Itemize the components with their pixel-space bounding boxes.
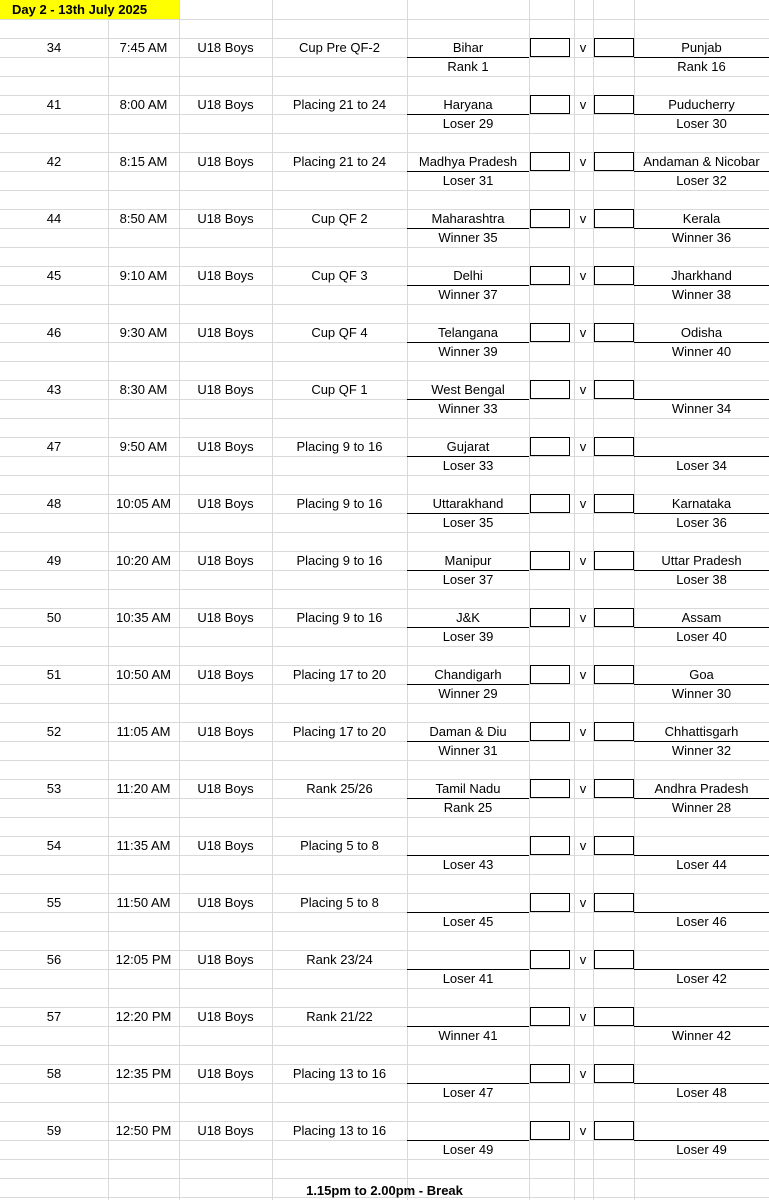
grid-line-horizontal bbox=[0, 19, 769, 20]
day-title: Day 2 - 13th July 2025 bbox=[0, 0, 179, 19]
team-b-name bbox=[634, 950, 769, 969]
versus-label: v bbox=[579, 154, 587, 169]
grid-line-horizontal bbox=[0, 817, 769, 818]
team-a-name: Daman & Diu bbox=[429, 724, 507, 739]
team-a-name: Telangana bbox=[438, 325, 498, 340]
team-b-score-box[interactable] bbox=[594, 323, 634, 342]
versus-label: v bbox=[579, 895, 587, 910]
match-number: 44 bbox=[46, 211, 62, 226]
team-a-score-box[interactable] bbox=[530, 1064, 570, 1083]
match-stage: Cup QF 1 bbox=[311, 382, 368, 397]
versus-label: v bbox=[579, 724, 587, 739]
match-time: 8:30 AM bbox=[119, 382, 168, 397]
team-a-source: Rank 1 bbox=[447, 59, 489, 74]
team-b-name: Punjab bbox=[681, 40, 722, 55]
team-b-underline bbox=[634, 912, 769, 913]
match-number: 56 bbox=[46, 952, 62, 967]
team-a-score-box[interactable] bbox=[530, 893, 570, 912]
team-a-underline bbox=[407, 114, 529, 115]
team-b-score-box[interactable] bbox=[594, 152, 634, 171]
match-stage: Placing 5 to 8 bbox=[300, 895, 379, 910]
team-a-score-box[interactable] bbox=[530, 608, 570, 627]
team-a-underline bbox=[407, 741, 529, 742]
match-number: 59 bbox=[46, 1123, 62, 1138]
grid-line-horizontal bbox=[0, 1178, 769, 1179]
team-a-underline bbox=[407, 57, 529, 58]
match-category: U18 Boys bbox=[197, 553, 254, 568]
team-b-name bbox=[634, 437, 769, 456]
match-category: U18 Boys bbox=[197, 781, 254, 796]
grid-line-horizontal bbox=[0, 247, 769, 248]
team-b-score-box[interactable] bbox=[594, 665, 634, 684]
team-a-score-box[interactable] bbox=[530, 95, 570, 114]
team-a-source: Loser 47 bbox=[442, 1085, 494, 1100]
match-number: 49 bbox=[46, 553, 62, 568]
team-a-name: J&K bbox=[456, 610, 480, 625]
match-stage: Cup QF 2 bbox=[311, 211, 368, 226]
match-time: 12:50 PM bbox=[115, 1123, 172, 1138]
team-a-score-box[interactable] bbox=[530, 1007, 570, 1026]
match-category: U18 Boys bbox=[197, 952, 254, 967]
team-a-score-box[interactable] bbox=[530, 266, 570, 285]
grid-line-horizontal bbox=[0, 1045, 769, 1046]
team-b-underline bbox=[634, 456, 769, 457]
team-b-source: Loser 44 bbox=[676, 857, 727, 872]
team-a-name: Bihar bbox=[452, 40, 484, 55]
team-b-score-box[interactable] bbox=[594, 494, 634, 513]
team-a-name: Gujarat bbox=[446, 439, 490, 454]
team-a-name: Tamil Nadu bbox=[435, 781, 501, 796]
team-a-source: Loser 29 bbox=[442, 116, 494, 131]
team-a-score-box[interactable] bbox=[530, 323, 570, 342]
team-b-source: Loser 40 bbox=[676, 629, 727, 644]
team-a-source: Winner 39 bbox=[438, 344, 498, 359]
team-a-underline bbox=[407, 969, 529, 970]
team-b-source: Winner 28 bbox=[671, 800, 732, 815]
match-category: U18 Boys bbox=[197, 1066, 254, 1081]
team-b-source: Loser 49 bbox=[676, 1142, 727, 1157]
versus-label: v bbox=[579, 781, 587, 796]
match-time: 10:35 AM bbox=[116, 610, 171, 625]
team-a-score-box[interactable] bbox=[530, 380, 570, 399]
match-stage: Placing 13 to 16 bbox=[292, 1123, 387, 1138]
grid-line-horizontal bbox=[0, 874, 769, 875]
team-a-source: Loser 31 bbox=[442, 173, 494, 188]
match-stage: Placing 9 to 16 bbox=[296, 553, 383, 568]
team-b-score-box[interactable] bbox=[594, 893, 634, 912]
team-a-source: Winner 29 bbox=[438, 686, 498, 701]
team-a-underline bbox=[407, 1140, 529, 1141]
team-b-name: Odisha bbox=[680, 325, 723, 340]
match-stage: Placing 17 to 20 bbox=[292, 667, 387, 682]
team-a-underline bbox=[407, 513, 529, 514]
grid-line-horizontal bbox=[0, 304, 769, 305]
team-a-underline bbox=[407, 798, 529, 799]
team-b-source: Winner 30 bbox=[671, 686, 732, 701]
team-b-source: Winner 32 bbox=[671, 743, 732, 758]
team-b-name: Kerala bbox=[682, 211, 721, 226]
team-a-name: Haryana bbox=[443, 97, 493, 112]
team-a-underline bbox=[407, 855, 529, 856]
match-time: 11:05 AM bbox=[116, 724, 171, 739]
team-b-underline bbox=[634, 1083, 769, 1084]
team-b-score-box[interactable] bbox=[594, 722, 634, 741]
team-a-name bbox=[407, 950, 529, 969]
match-stage: Placing 21 to 24 bbox=[292, 154, 387, 169]
team-a-name: Maharashtra bbox=[431, 211, 505, 226]
match-number: 52 bbox=[46, 724, 62, 739]
match-number: 53 bbox=[46, 781, 62, 796]
team-a-source: Loser 39 bbox=[442, 629, 494, 644]
team-a-underline bbox=[407, 570, 529, 571]
match-category: U18 Boys bbox=[197, 211, 254, 226]
team-b-name: Chhattisgarh bbox=[664, 724, 739, 739]
grid-line-horizontal bbox=[0, 646, 769, 647]
match-number: 55 bbox=[46, 895, 62, 910]
team-a-source: Winner 41 bbox=[438, 1028, 498, 1043]
match-number: 34 bbox=[46, 40, 62, 55]
team-b-underline bbox=[634, 342, 769, 343]
team-b-score-box[interactable] bbox=[594, 38, 634, 57]
team-a-name: Delhi bbox=[453, 268, 483, 283]
match-time: 11:50 AM bbox=[116, 895, 171, 910]
team-a-name bbox=[407, 1121, 529, 1140]
team-a-source: Loser 41 bbox=[442, 971, 494, 986]
match-category: U18 Boys bbox=[197, 97, 254, 112]
team-b-underline bbox=[634, 114, 769, 115]
team-b-underline bbox=[634, 57, 769, 58]
match-number: 58 bbox=[46, 1066, 62, 1081]
versus-label: v bbox=[579, 610, 587, 625]
versus-label: v bbox=[579, 1009, 587, 1024]
grid-line-horizontal bbox=[0, 133, 769, 134]
team-a-score-box[interactable] bbox=[530, 152, 570, 171]
team-a-underline bbox=[407, 285, 529, 286]
match-time: 10:20 AM bbox=[116, 553, 171, 568]
versus-label: v bbox=[579, 496, 587, 511]
team-a-underline bbox=[407, 399, 529, 400]
match-time: 12:05 PM bbox=[115, 952, 172, 967]
team-b-source: Loser 36 bbox=[676, 515, 727, 530]
team-b-score-box[interactable] bbox=[594, 836, 634, 855]
team-b-underline bbox=[634, 285, 769, 286]
match-stage: Placing 13 to 16 bbox=[292, 1066, 387, 1081]
versus-label: v bbox=[579, 1123, 587, 1138]
team-b-name: Jharkhand bbox=[671, 268, 732, 283]
team-b-underline bbox=[634, 1026, 769, 1027]
match-time: 8:00 AM bbox=[119, 97, 168, 112]
team-b-score-box[interactable] bbox=[594, 380, 634, 399]
match-time: 9:10 AM bbox=[119, 268, 168, 283]
match-time: 8:15 AM bbox=[119, 154, 168, 169]
team-b-source: Loser 34 bbox=[676, 458, 727, 473]
match-stage: Cup QF 3 bbox=[311, 268, 368, 283]
team-a-source: Rank 25 bbox=[443, 800, 493, 815]
versus-label: v bbox=[579, 40, 587, 55]
match-number: 46 bbox=[46, 325, 62, 340]
team-b-name: Assam bbox=[681, 610, 722, 625]
team-a-underline bbox=[407, 342, 529, 343]
match-category: U18 Boys bbox=[197, 838, 254, 853]
team-b-score-box[interactable] bbox=[594, 95, 634, 114]
team-a-source: Winner 33 bbox=[438, 401, 498, 416]
versus-label: v bbox=[579, 952, 587, 967]
match-time: 9:30 AM bbox=[119, 325, 168, 340]
team-a-name bbox=[407, 893, 529, 912]
team-b-name: Puducherry bbox=[668, 97, 735, 112]
match-stage: Rank 25/26 bbox=[306, 781, 373, 796]
team-b-underline bbox=[634, 513, 769, 514]
team-b-underline bbox=[634, 399, 769, 400]
team-a-source: Loser 45 bbox=[442, 914, 494, 929]
match-stage: Rank 21/22 bbox=[306, 1009, 373, 1024]
match-number: 47 bbox=[46, 439, 62, 454]
match-stage: Placing 5 to 8 bbox=[300, 838, 379, 853]
team-a-underline bbox=[407, 228, 529, 229]
team-b-underline bbox=[634, 1140, 769, 1141]
team-b-source: Loser 46 bbox=[676, 914, 727, 929]
team-a-score-box[interactable] bbox=[530, 38, 570, 57]
team-a-score-box[interactable] bbox=[530, 665, 570, 684]
match-stage: Cup Pre QF-2 bbox=[299, 40, 380, 55]
match-category: U18 Boys bbox=[197, 496, 254, 511]
versus-label: v bbox=[579, 439, 587, 454]
team-b-source: Winner 36 bbox=[671, 230, 732, 245]
team-a-source: Loser 33 bbox=[442, 458, 494, 473]
team-b-name bbox=[634, 893, 769, 912]
team-a-name bbox=[407, 1007, 529, 1026]
break-note: 1.15pm to 2.00pm - Break bbox=[306, 1183, 463, 1198]
team-a-name: Uttarakhand bbox=[432, 496, 504, 511]
team-b-score-box[interactable] bbox=[594, 1064, 634, 1083]
match-stage: Placing 9 to 16 bbox=[296, 610, 383, 625]
match-time: 10:05 AM bbox=[116, 496, 171, 511]
team-a-source: Loser 37 bbox=[442, 572, 494, 587]
team-b-source: Rank 16 bbox=[677, 59, 726, 74]
versus-label: v bbox=[579, 667, 587, 682]
team-a-score-box[interactable] bbox=[530, 494, 570, 513]
match-category: U18 Boys bbox=[197, 667, 254, 682]
grid-line-horizontal bbox=[0, 418, 769, 419]
team-a-name: Manipur bbox=[444, 553, 492, 568]
versus-label: v bbox=[579, 97, 587, 112]
match-category: U18 Boys bbox=[197, 40, 254, 55]
team-a-score-box[interactable] bbox=[530, 209, 570, 228]
match-time: 12:35 PM bbox=[115, 1066, 172, 1081]
match-stage: Rank 23/24 bbox=[306, 952, 373, 967]
team-b-score-box[interactable] bbox=[594, 608, 634, 627]
grid-line-horizontal bbox=[0, 532, 769, 533]
team-b-source: Winner 34 bbox=[671, 401, 732, 416]
team-a-source: Loser 35 bbox=[442, 515, 494, 530]
versus-label: v bbox=[579, 268, 587, 283]
team-a-score-box[interactable] bbox=[530, 551, 570, 570]
team-b-score-box[interactable] bbox=[594, 551, 634, 570]
match-category: U18 Boys bbox=[197, 439, 254, 454]
team-b-source: Winner 42 bbox=[671, 1028, 732, 1043]
team-b-name: Goa bbox=[689, 667, 714, 682]
team-b-name: Andhra Pradesh bbox=[654, 781, 749, 796]
team-b-name bbox=[634, 1064, 769, 1083]
match-number: 48 bbox=[46, 496, 62, 511]
team-b-underline bbox=[634, 969, 769, 970]
match-number: 50 bbox=[46, 610, 62, 625]
team-b-source: Loser 32 bbox=[676, 173, 727, 188]
match-number: 57 bbox=[46, 1009, 62, 1024]
team-b-underline bbox=[634, 741, 769, 742]
team-b-score-box[interactable] bbox=[594, 1007, 634, 1026]
team-b-name: Uttar Pradesh bbox=[661, 553, 742, 568]
team-b-source: Loser 30 bbox=[676, 116, 727, 131]
team-a-underline bbox=[407, 171, 529, 172]
team-b-underline bbox=[634, 228, 769, 229]
team-a-underline bbox=[407, 627, 529, 628]
team-a-name: West Bengal bbox=[431, 382, 505, 397]
match-stage: Placing 9 to 16 bbox=[296, 496, 383, 511]
match-number: 45 bbox=[46, 268, 62, 283]
team-a-source: Loser 49 bbox=[442, 1142, 494, 1157]
team-a-name: Madhya Pradesh bbox=[418, 154, 518, 169]
grid-line-horizontal bbox=[0, 361, 769, 362]
team-a-name bbox=[407, 1064, 529, 1083]
match-time: 12:20 PM bbox=[115, 1009, 172, 1024]
match-number: 51 bbox=[46, 667, 62, 682]
match-stage: Placing 9 to 16 bbox=[296, 439, 383, 454]
team-b-name bbox=[634, 380, 769, 399]
team-a-underline bbox=[407, 1083, 529, 1084]
team-b-name: Andaman & Nicobar bbox=[643, 154, 760, 169]
grid-line-horizontal bbox=[0, 760, 769, 761]
versus-label: v bbox=[579, 838, 587, 853]
team-b-name bbox=[634, 1121, 769, 1140]
match-category: U18 Boys bbox=[197, 895, 254, 910]
team-a-source: Winner 35 bbox=[438, 230, 498, 245]
match-category: U18 Boys bbox=[197, 325, 254, 340]
team-b-underline bbox=[634, 855, 769, 856]
versus-label: v bbox=[579, 382, 587, 397]
team-b-score-box[interactable] bbox=[594, 266, 634, 285]
team-a-score-box[interactable] bbox=[530, 1121, 570, 1140]
team-b-source: Loser 38 bbox=[676, 572, 727, 587]
team-a-score-box[interactable] bbox=[530, 950, 570, 969]
match-category: U18 Boys bbox=[197, 724, 254, 739]
match-category: U18 Boys bbox=[197, 1009, 254, 1024]
match-category: U18 Boys bbox=[197, 154, 254, 169]
team-a-underline bbox=[407, 1026, 529, 1027]
team-b-source: Loser 48 bbox=[676, 1085, 727, 1100]
team-b-source: Winner 38 bbox=[671, 287, 732, 302]
match-category: U18 Boys bbox=[197, 382, 254, 397]
match-stage: Cup QF 4 bbox=[311, 325, 368, 340]
match-number: 41 bbox=[46, 97, 62, 112]
grid-line-horizontal bbox=[0, 589, 769, 590]
grid-line-horizontal bbox=[0, 703, 769, 704]
team-b-score-box[interactable] bbox=[594, 437, 634, 456]
versus-label: v bbox=[579, 553, 587, 568]
match-time: 11:35 AM bbox=[116, 838, 171, 853]
team-b-score-box[interactable] bbox=[594, 779, 634, 798]
team-b-name bbox=[634, 836, 769, 855]
match-number: 43 bbox=[46, 382, 62, 397]
team-a-name: Chandigarh bbox=[434, 667, 502, 682]
grid-line-horizontal bbox=[0, 988, 769, 989]
match-time: 7:45 AM bbox=[119, 40, 168, 55]
team-a-underline bbox=[407, 684, 529, 685]
team-b-underline bbox=[634, 627, 769, 628]
match-stage: Placing 21 to 24 bbox=[292, 97, 387, 112]
match-number: 42 bbox=[46, 154, 62, 169]
grid-line-horizontal bbox=[0, 190, 769, 191]
match-time: 11:20 AM bbox=[116, 781, 171, 796]
team-a-score-box[interactable] bbox=[530, 779, 570, 798]
match-category: U18 Boys bbox=[197, 1123, 254, 1138]
match-stage: Placing 17 to 20 bbox=[292, 724, 387, 739]
team-a-name bbox=[407, 836, 529, 855]
grid-line-horizontal bbox=[0, 1102, 769, 1103]
team-b-underline bbox=[634, 684, 769, 685]
match-category: U18 Boys bbox=[197, 268, 254, 283]
team-b-source: Loser 42 bbox=[676, 971, 727, 986]
team-b-underline bbox=[634, 171, 769, 172]
grid-line-horizontal bbox=[0, 76, 769, 77]
versus-label: v bbox=[579, 325, 587, 340]
team-a-score-box[interactable] bbox=[530, 722, 570, 741]
match-category: U18 Boys bbox=[197, 610, 254, 625]
match-number: 54 bbox=[46, 838, 62, 853]
team-b-score-box[interactable] bbox=[594, 1121, 634, 1140]
team-a-source: Loser 43 bbox=[442, 857, 494, 872]
team-b-score-box[interactable] bbox=[594, 950, 634, 969]
team-a-score-box[interactable] bbox=[530, 836, 570, 855]
grid-line-horizontal bbox=[0, 475, 769, 476]
team-b-source: Winner 40 bbox=[671, 344, 732, 359]
match-time: 10:50 AM bbox=[116, 667, 171, 682]
grid-line-horizontal bbox=[0, 931, 769, 932]
team-b-name bbox=[634, 1007, 769, 1026]
versus-label: v bbox=[579, 1066, 587, 1081]
versus-label: v bbox=[579, 211, 587, 226]
team-a-underline bbox=[407, 456, 529, 457]
grid-line-horizontal bbox=[0, 1159, 769, 1160]
team-a-source: Winner 31 bbox=[438, 743, 498, 758]
team-b-underline bbox=[634, 798, 769, 799]
team-a-score-box[interactable] bbox=[530, 437, 570, 456]
team-a-underline bbox=[407, 912, 529, 913]
match-time: 9:50 AM bbox=[119, 439, 168, 454]
match-time: 8:50 AM bbox=[119, 211, 168, 226]
team-b-name: Karnataka bbox=[671, 496, 732, 511]
team-b-underline bbox=[634, 570, 769, 571]
team-a-source: Winner 37 bbox=[438, 287, 498, 302]
team-b-score-box[interactable] bbox=[594, 209, 634, 228]
